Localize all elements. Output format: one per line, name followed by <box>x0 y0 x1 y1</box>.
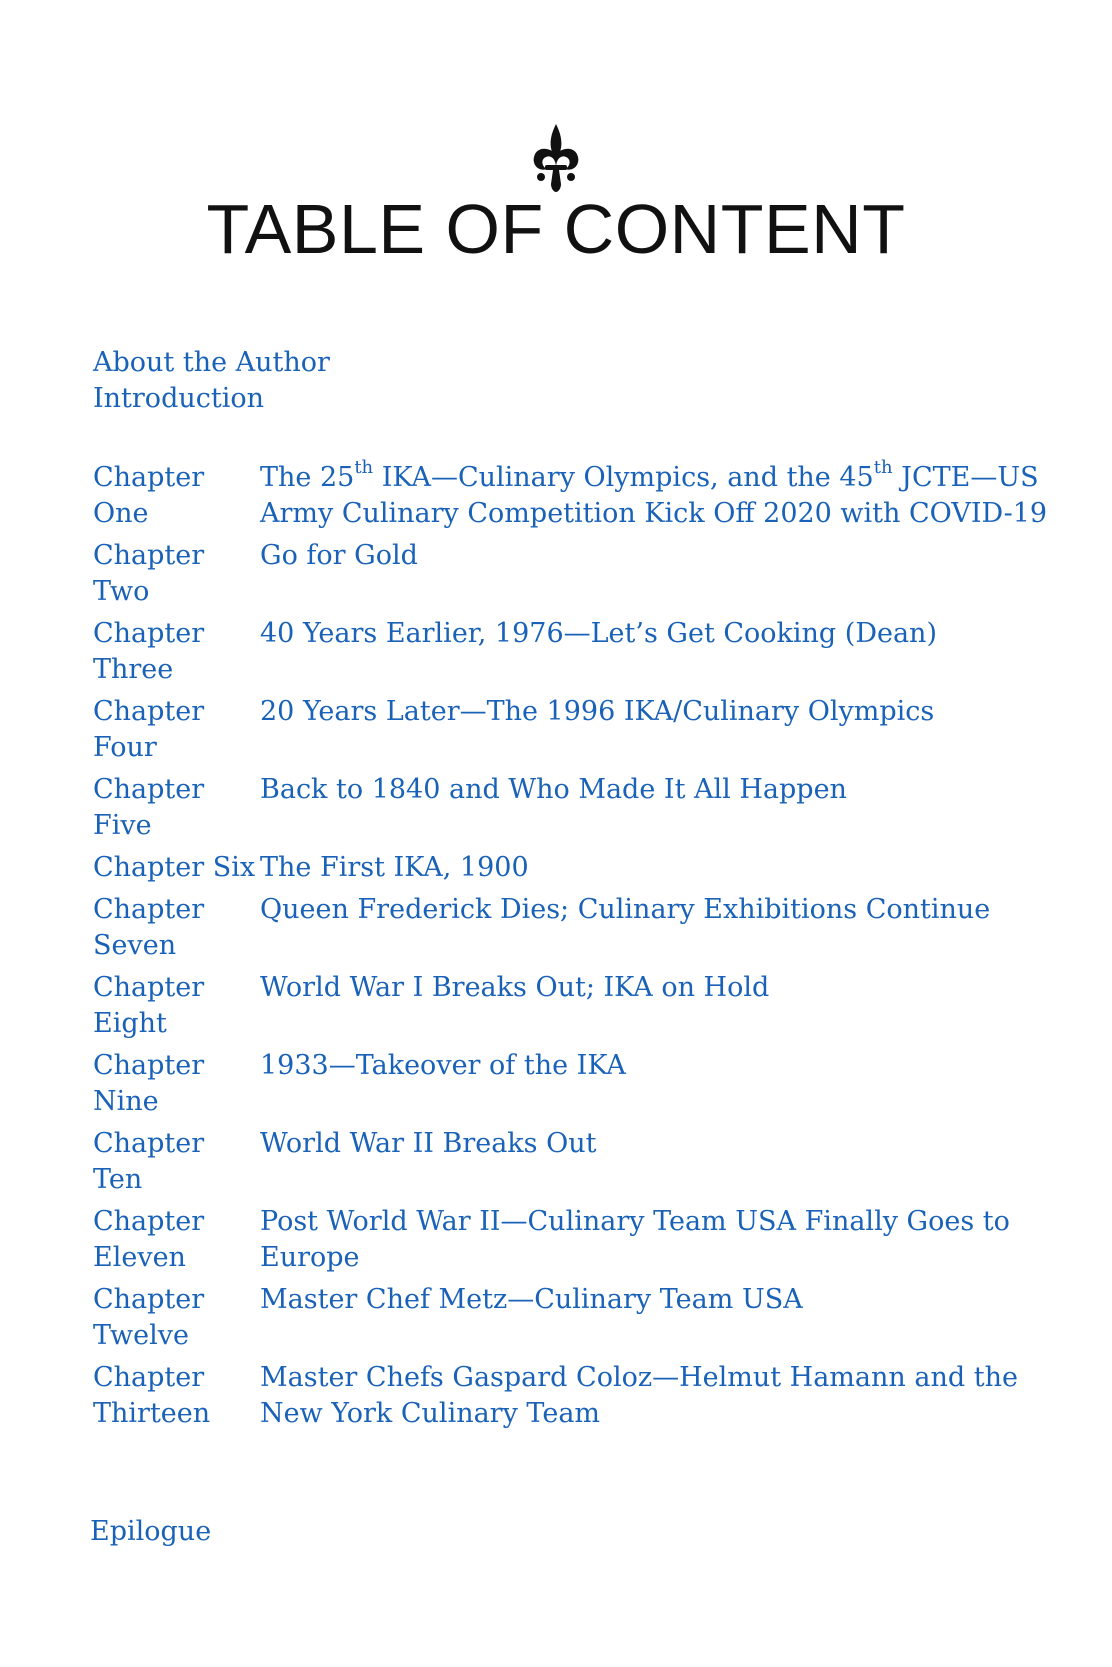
chapter-row[interactable] <box>93 1282 1053 1354</box>
front-matter-list <box>93 345 330 417</box>
chapter-title[interactable]: Master Chef Metz—Culinary Team USA <box>260 1284 803 1315</box>
chapter-number[interactable]: Chapter One <box>93 462 205 529</box>
epilogue-link[interactable]: Epilogue <box>90 1516 212 1547</box>
chapter-row[interactable] <box>93 1048 1053 1120</box>
about-author-link[interactable]: About the Author <box>93 347 330 378</box>
chapter-number[interactable]: Chapter Seven <box>93 894 205 961</box>
chapter-number[interactable]: Chapter Four <box>93 696 205 763</box>
chapter-row[interactable] <box>93 892 1053 964</box>
chapter-title[interactable]: Queen Frederick Dies; Culinary Exhibitions Continue <box>260 894 991 925</box>
chapter-title[interactable]: The First IKA, 1900 <box>260 852 529 883</box>
chapter-row[interactable] <box>93 1360 1053 1432</box>
chapter-title[interactable]: 1933—Takeover of the IKA <box>260 1050 626 1081</box>
ordinal-superscript: th <box>354 457 374 478</box>
chapter-number[interactable]: Chapter Six <box>93 852 256 883</box>
chapter-number[interactable]: Chapter Two <box>93 540 205 607</box>
chapter-number[interactable]: Chapter Nine <box>93 1050 205 1117</box>
chapter-title[interactable]: World War II Breaks Out <box>260 1128 597 1159</box>
chapter-number[interactable]: Chapter Three <box>93 618 205 685</box>
chapter-title[interactable] <box>260 457 1053 532</box>
chapter-title-text: JCTE—US Army Culinary Competition Kick Off 2020 with COVID-19 <box>260 462 1048 529</box>
chapter-row[interactable] <box>93 1126 1053 1198</box>
chapter-row[interactable] <box>93 694 1053 766</box>
chapter-row[interactable] <box>93 538 1053 610</box>
chapter-row[interactable] <box>93 616 1053 688</box>
chapter-title[interactable]: Go for Gold <box>260 540 418 571</box>
chapter-row[interactable] <box>93 970 1053 1042</box>
chapter-title[interactable]: World War I Breaks Out; IKA on Hold <box>260 972 770 1003</box>
chapter-list <box>93 457 1053 1438</box>
chapter-title-text: IKA—Culinary Olympics, and the 45 <box>373 462 874 493</box>
introduction-link[interactable]: Introduction <box>93 383 264 414</box>
chapter-title-text: The 25 <box>260 462 355 493</box>
chapter-row[interactable] <box>93 1204 1053 1276</box>
chapter-title[interactable]: 40 Years Earlier, 1976—Let’s Get Cooking (Dean) <box>260 618 937 649</box>
chapter-row[interactable] <box>93 772 1053 844</box>
chapter-number[interactable]: Chapter Ten <box>93 1128 205 1195</box>
chapter-number[interactable]: Chapter Twelve <box>93 1284 205 1351</box>
chapter-title[interactable]: Master Chefs Gaspard Coloz—Helmut Hamann and the New York Culinary Team <box>260 1362 1018 1429</box>
chapter-number[interactable]: Chapter Eight <box>93 972 205 1039</box>
chapter-number[interactable]: Chapter Five <box>93 774 205 841</box>
chapter-number[interactable]: Chapter Eleven <box>93 1206 205 1273</box>
chapter-number[interactable]: Chapter Thirteen <box>93 1362 211 1429</box>
ordinal-superscript: th <box>873 457 893 478</box>
chapter-row[interactable] <box>93 850 1053 886</box>
chapter-title[interactable]: Post World War II—Culinary Team USA Finally Goes to Europe <box>260 1206 1010 1273</box>
chapter-row[interactable] <box>93 457 1053 532</box>
chapter-title[interactable]: 20 Years Later—The 1996 IKA/Culinary Olympics <box>260 696 935 727</box>
page-title: TABLE OF CONTENT <box>206 190 906 268</box>
chapter-title[interactable]: Back to 1840 and Who Made It All Happen <box>260 774 847 805</box>
